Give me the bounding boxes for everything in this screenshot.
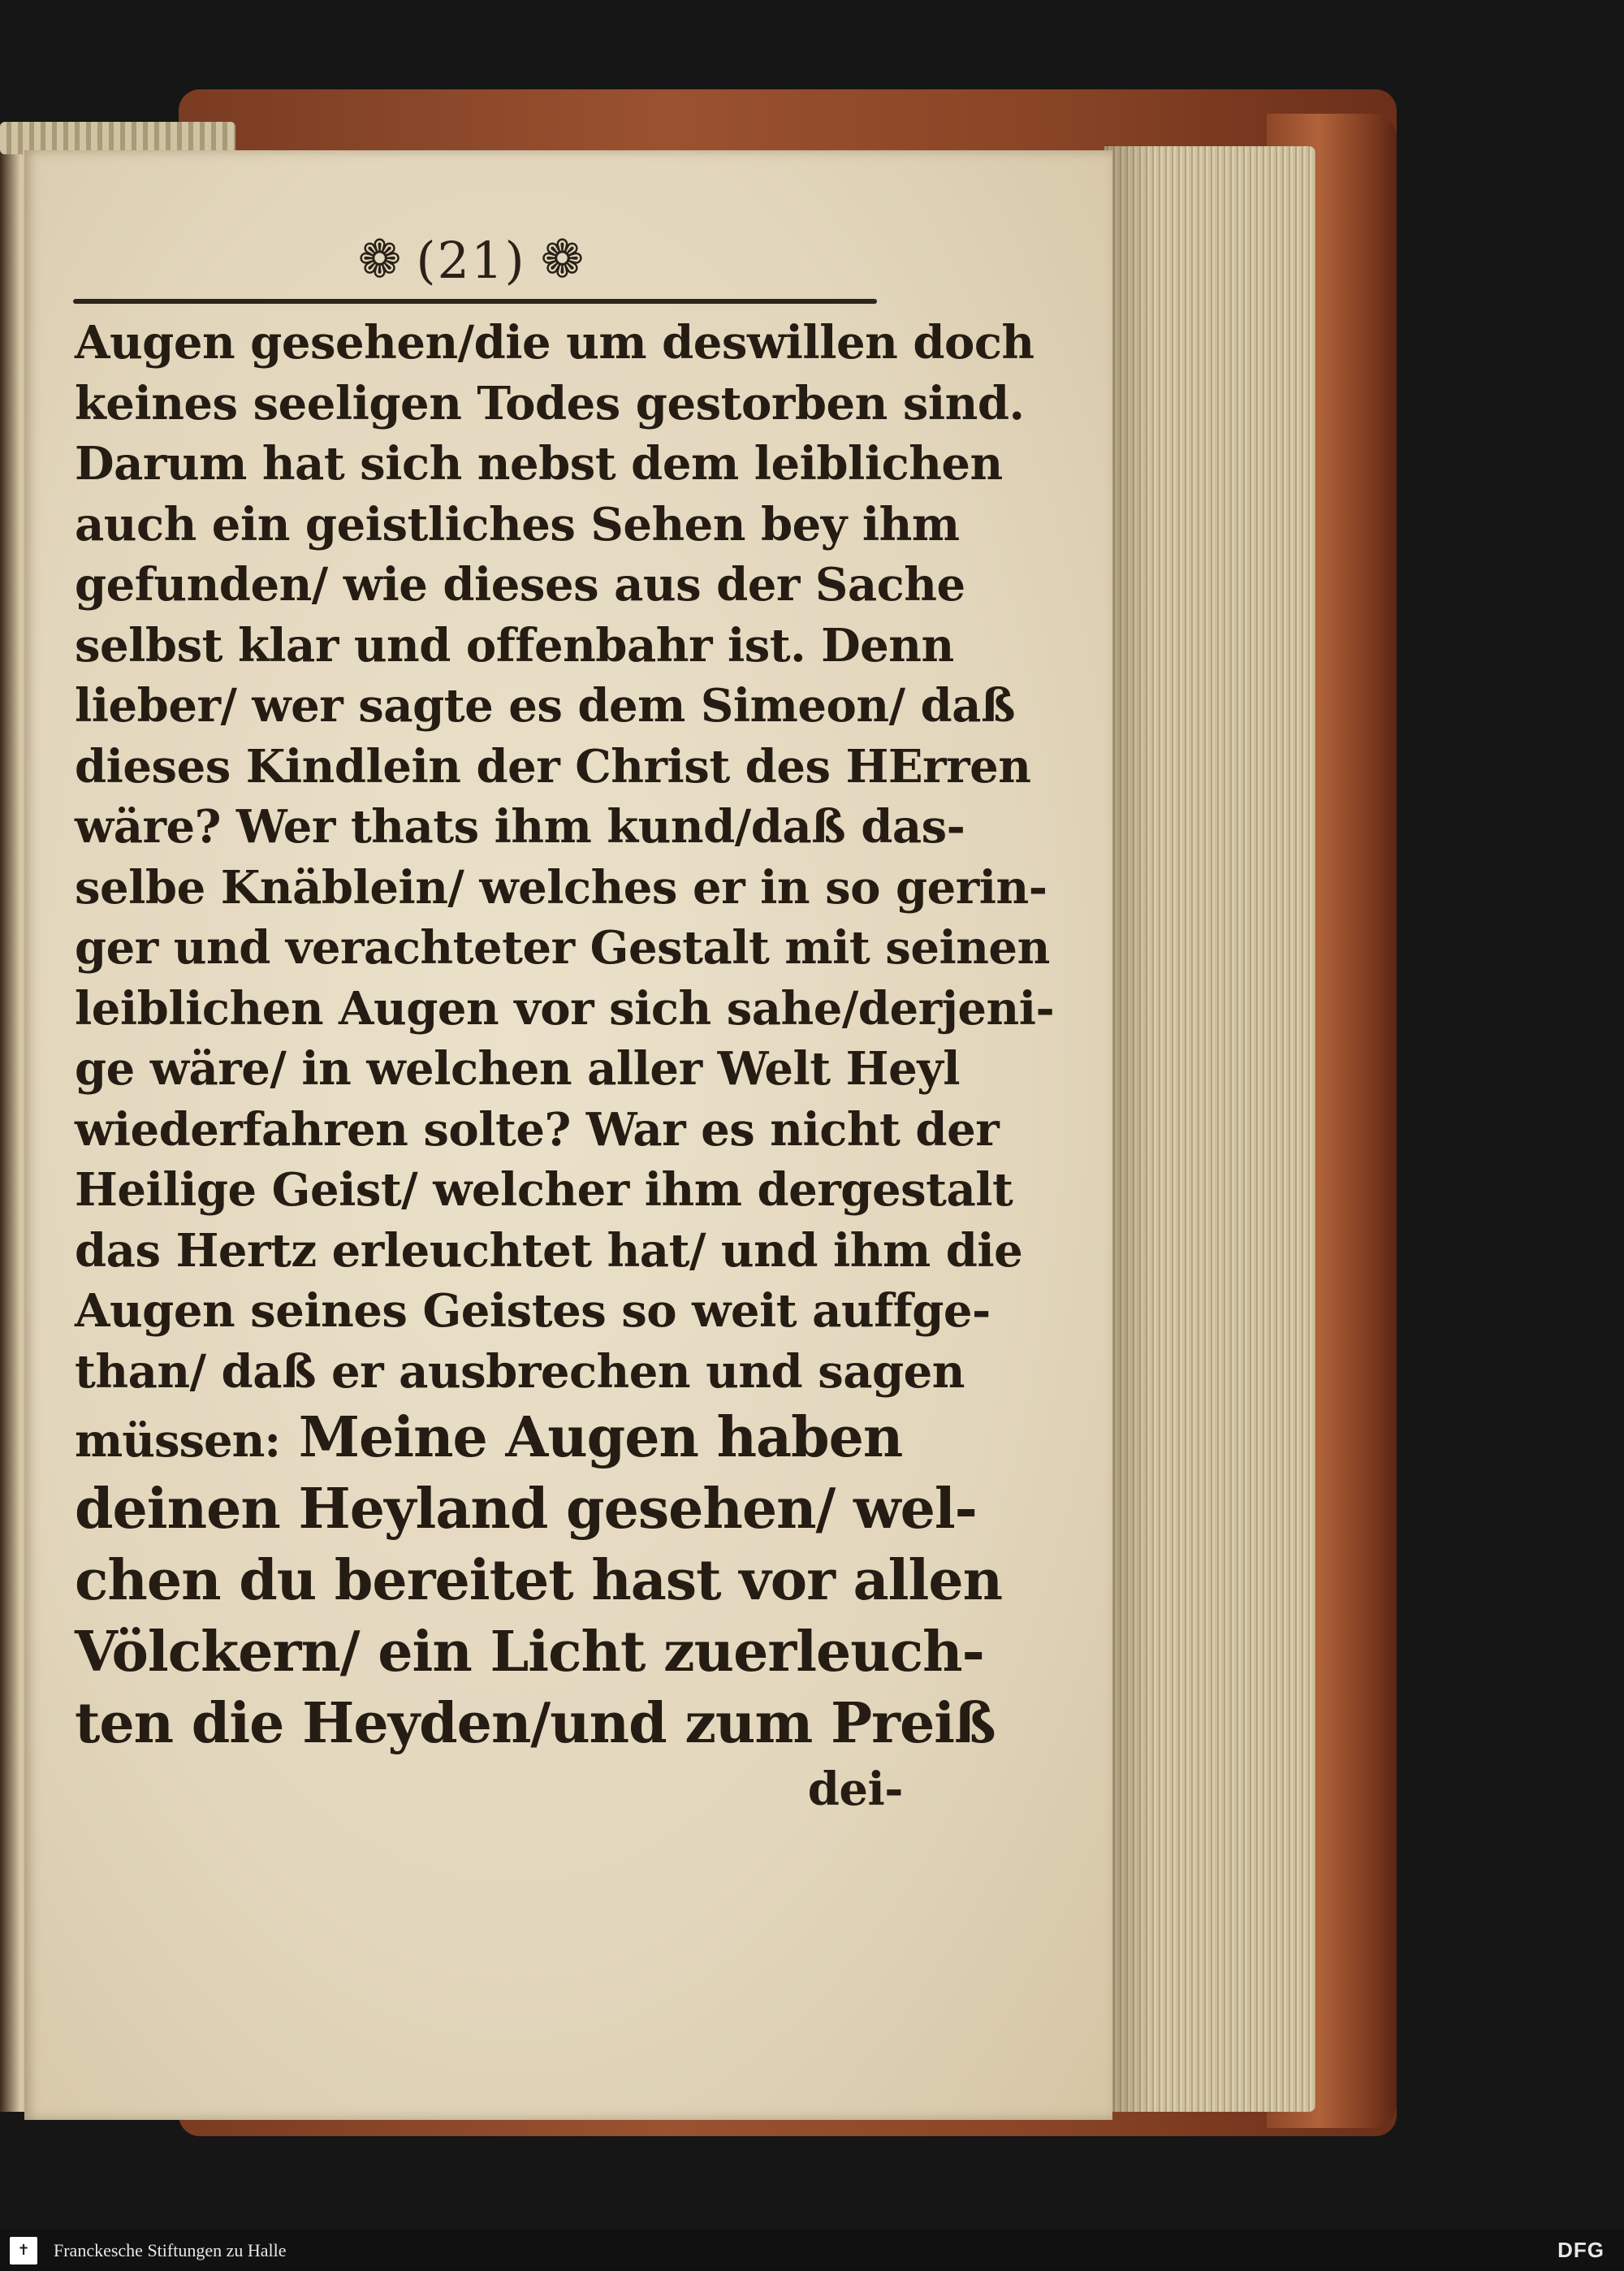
text-line: leiblichen Augen vor sich sahe/derjeni- xyxy=(75,981,1055,1036)
page-body-text xyxy=(75,313,1055,1820)
page-number: (21) xyxy=(416,230,526,290)
text-line: selbe Knäblein/ welches er in so gerin- xyxy=(75,860,1047,915)
ornament-right-icon: ❁ xyxy=(540,230,585,290)
viewer-footer xyxy=(0,2230,1624,2271)
header-rule xyxy=(73,299,877,304)
text-line: Darum hat sich nebst dem leiblichen xyxy=(75,437,1003,491)
text-line: ge wäre/ in welchen aller Welt Heyl xyxy=(75,1042,961,1096)
quote-line: Völckern/ ein Licht zuerleuch- xyxy=(75,1620,984,1685)
page-header xyxy=(325,223,617,296)
text-line: wiederfahren solte? War es nicht der xyxy=(75,1102,1000,1157)
ornament-left-icon: ❁ xyxy=(357,230,402,290)
text-line: gefunden/ wie dieses aus der Sache xyxy=(75,558,965,612)
quote-line: ten die Heyden/und zum Preiß xyxy=(75,1691,996,1756)
text-line-start: müssen: xyxy=(75,1414,281,1468)
quote-line: deinen Heyland gesehen/ wel- xyxy=(75,1477,977,1542)
text-line: lieber/ wer sagte es dem Simeon/ daß xyxy=(75,679,1015,733)
text-line: Augen gesehen/die um deswillen doch xyxy=(75,316,1034,370)
quote-emphasis: Meine Augen haben xyxy=(298,1405,903,1470)
text-line: das Hertz erleuchtet hat/ und ihm die xyxy=(75,1223,1023,1278)
text-line-mixed xyxy=(75,1402,911,1473)
text-line: Augen seines Geistes so weit auffge- xyxy=(75,1284,991,1338)
text-line: than/ daß er ausbrechen und sagen xyxy=(75,1344,965,1399)
text-line: selbst klar und offenbahr ist. Denn xyxy=(75,618,954,673)
text-line: keines seeligen Todes gestorben sind. xyxy=(75,376,1025,430)
text-line: dieses Kindlein der Christ des HErren xyxy=(75,739,1031,794)
text-line: Heilige Geist/ welcher ihm dergestalt xyxy=(75,1163,1013,1217)
institution-name: Franckesche Stiftungen zu Halle xyxy=(54,2239,287,2260)
funder-logo: DFG xyxy=(1557,2238,1605,2262)
text-line: wäre? Wer thats ihm kund/daß das- xyxy=(75,800,965,854)
text-line: auch ein geistliches Sehen bey ihm xyxy=(75,497,960,552)
quote-line: chen du bereitet hast vor allen xyxy=(75,1548,1003,1613)
text-line: ger und verachteter Gestalt mit seinen xyxy=(75,921,1050,975)
catchword: dei- xyxy=(807,1763,903,1816)
institution-logo-icon: ✝ xyxy=(10,2237,37,2265)
headband xyxy=(0,122,235,154)
